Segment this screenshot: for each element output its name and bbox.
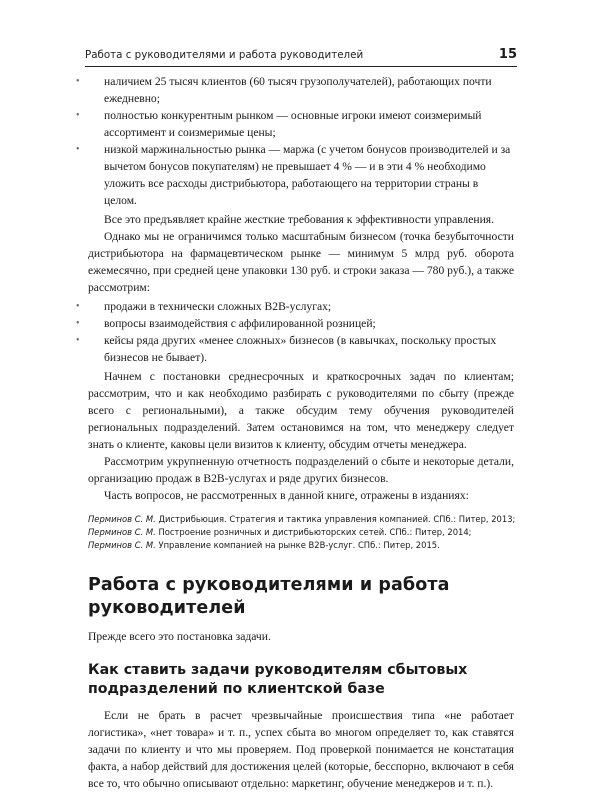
list-item: • низкой маржинальностью рынка — маржа (с учетом бонусов производителей и за вычетом бонусов покупателям) не превышает 4 % — и в эти 4 % необходимо уложить все расходы дистрибьютора, работающего на территории страны в целом. xyxy=(88,141,514,209)
paragraph: Часть вопросов, не рассмотренных в данной книге, отражены в изданиях: xyxy=(104,489,469,502)
section-intro: Прежде всего это постановка задачи. xyxy=(88,630,271,643)
paragraph: Все это предъявляет крайне жесткие требования к эффективности управления. xyxy=(104,213,494,226)
bullet-list-mid xyxy=(88,298,514,366)
page-body xyxy=(88,73,514,792)
list-item: • продажи в технически сложных B2B-услугах; xyxy=(88,298,514,315)
page-number: 15 xyxy=(498,47,517,62)
reference-author: Перминов С. М. xyxy=(88,514,156,524)
list-item: • наличием 25 тысяч клиентов (60 тысяч грузополучателей), работающих почти ежедневно; xyxy=(88,73,514,107)
list-item: • кейсы ряда других «менее сложных» бизнесов (в кавычках, поскольку простых бизнесов не бывает). xyxy=(88,332,514,366)
reference-text: Управление компанией на рынке B2B-услуг. СПб.: Питер, 2015. xyxy=(158,540,440,550)
running-head xyxy=(85,36,517,67)
section-heading: Работа с руководителями и работа руководителей xyxy=(88,575,450,618)
reference-item xyxy=(88,526,514,539)
reference-author: Перминов С. М. xyxy=(88,527,156,537)
paragraph: Однако мы не ограничимся только масштабным бизнесом (точка безубыточности дистрибьютора на фармацевтическом рынке — минимум 5 млрд руб. оборота ежемесячно, при средней цене упаковки 130 руб. и строки заказа — 780 руб.), а также рассмотрим: xyxy=(88,230,514,294)
reference-list xyxy=(88,513,514,552)
bullet-list-top xyxy=(88,73,514,209)
paragraph: Рассмотрим укрупненную отчетность подразделений о сбыте и некоторые детали, организацию продаж в B2B-услугах и ряде других бизнесов. xyxy=(88,455,514,485)
list-item: • вопросы взаимодействия с аффилированной розницей; xyxy=(88,315,514,332)
reference-text: Построение розничных и дистрибьюторских сетей. СПб.: Питер, 2014; xyxy=(158,527,472,537)
subsection-heading: Как ставить задачи руководителям сбытовых подразделений по клиентской базе xyxy=(88,662,468,697)
reference-item xyxy=(88,539,514,552)
reference-item xyxy=(88,513,514,526)
reference-author: Перминов С. М. xyxy=(88,540,156,550)
paragraph: Если не брать в расчет чрезвычайные происшествия типа «не работает логистика», «нет товара» и т. п., успех сбыта во многом определяет то, как ставятся задачи по клиенту и что мы проверяем. Под проверкой понимается не констатация факта, а набор действий для достижения целей (которые, бесспорно, включают в себя все то, что обычно описывают отдельно: маркетинг, обучение менеджеров и т. п.). xyxy=(88,709,514,790)
running-head-title: Работа с руководителями и работа руководителей xyxy=(85,49,364,61)
paragraph: Начнем с постановки среднесрочных и краткосрочных задач по клиентам; рассмотрим, что и как необходимо разбирать с руководителями по сбыту (прежде всего с региональными), а также обсудим тему обучения руководителей региональных подразделений. Затем остановимся на том, что менеджеру следует знать о клиенте, каковы цели визитов к клиенту, обсудим отчеты менеджера. xyxy=(88,370,514,451)
reference-text: Дистрибьюция. Стратегия и тактика управления компанией. СПб.: Питер, 2013; xyxy=(158,514,516,524)
list-item: • полностью конкурентным рынком — основные игроки имеют соизмеримый ассортимент и соизмеримые цены; xyxy=(88,107,514,141)
